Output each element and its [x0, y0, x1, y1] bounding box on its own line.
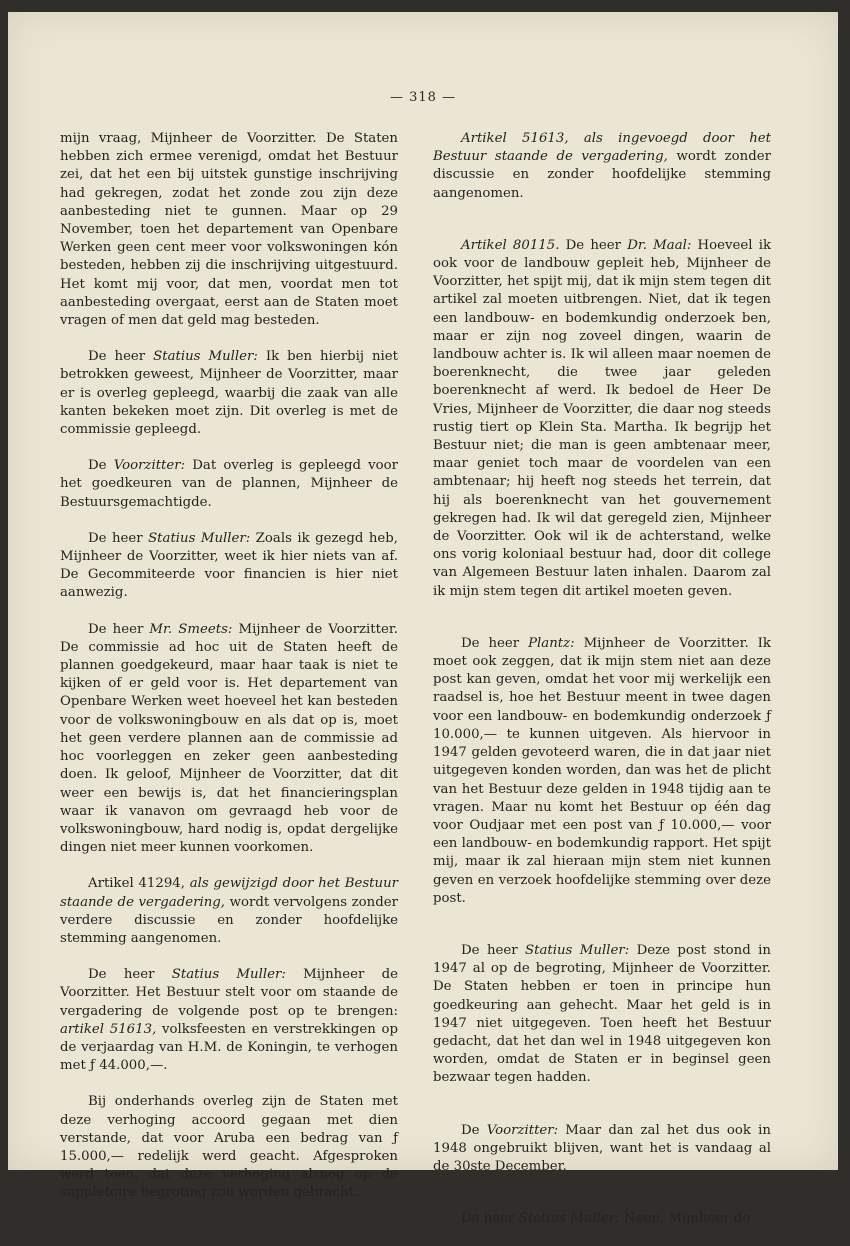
- text-run: Mijnheer de Voorzitter. Ik moet ook zeggen, dat ik mijn stem niet aan deze post kan geven, omdat het voor mij werkelijk een raadsel is, hoe het Bestuur meent in twee dagen voor een landbouw- en bodemkundig onderzoek ƒ 10.000,— te kunnen uitgeven. Als hiervoor in 1947 gelden gevoteerd waren, die in dat jaar niet uitgegeven konden worden, dan was het de plicht van het Bestuur deze gelden in 1948 tijdig aan te vragen. Maar nu komt het Bestuur op één dag voor Oudjaar met een post van ƒ 10.000,— voor een landbouw- en bodemkundig rapport. Het spijt mij, maar ik zal hieraan mijn stem niet kunnen geven en verzoek hoofdelijke stemming over deze post.: [433, 635, 771, 906]
- text-run: De: [461, 1122, 487, 1138]
- text-run: Zoals ik gezegd heb, Mijnheer de Voorzitter, weet ik hier niets van af. De Gecommiteerde voor financien is hier niet aanwezig.: [60, 530, 398, 601]
- text-run: wordt zonder discussie en zonder hoofdelijke stemming aangenomen.: [433, 149, 771, 201]
- italic-run: Statius Muller:: [148, 530, 251, 546]
- paragraph: [60, 130, 398, 330]
- paragraph: [60, 530, 398, 603]
- italic-run: Statius Muller:: [171, 967, 286, 983]
- paragraph: [60, 457, 398, 512]
- paragraph: [60, 1093, 398, 1202]
- page-number: — 318 —: [389, 90, 457, 105]
- right-column: [433, 130, 771, 1246]
- text-run: Dat overleg is gepleegd voor het goedkeuren van de plannen, Mijnheer de Bestuursgemachtigde.: [60, 458, 398, 510]
- text-run: De heer: [461, 1211, 519, 1227]
- text-run: volksfeesten en verstrekkingen op de verjaardag van H.M. de Koningin, te verhogen met ƒ 44.000,—.: [60, 1021, 398, 1074]
- paragraph: [433, 237, 771, 601]
- text-run: Mijnheer de Voorzitter. Het Bestuur stelt voor om staande de vergadering de volgende post op te brengen:: [60, 967, 398, 1019]
- document-page: [8, 12, 838, 1227]
- italic-run: Voorzitter:: [113, 458, 186, 474]
- paragraph: [433, 1122, 771, 1177]
- italic-run: Statius Muller:: [518, 1211, 620, 1227]
- italic-run: Plantz:: [528, 635, 575, 651]
- italic-run: Statius Muller:: [525, 942, 630, 958]
- left-column: [60, 130, 398, 1221]
- italic-run: Artikel 51613, als ingevoegd door het Bestuur staande de vergadering,: [433, 131, 771, 165]
- text-run: De heer: [88, 349, 154, 365]
- text-run: Bij onderhands overleg zijn de Staten met deze verhoging accoord gegaan met dien verstande, dat voor Aruba een bedrag van ƒ 15.000,— redelijk werd geacht. Afgesproken werd toen, dat deze verhoging alsnog op de suppletoire begroting zou worden gebracht.: [60, 1094, 398, 1201]
- text-run: Artikel 41294,: [88, 876, 190, 892]
- text-run: Neen, Mijnheer de: [619, 1211, 751, 1227]
- text-run: Maar dan zal het dus ook in 1948 ongebruikt blijven, want het is vandaag al de 30ste December.: [433, 1122, 771, 1174]
- italic-run: Dr. Maal:: [627, 237, 692, 253]
- italic-run: als gewijzigd door het Bestuur staande de vergadering,: [60, 876, 398, 910]
- italic-run: Mr. Smeets:: [149, 621, 233, 637]
- italic-run: Statius Muller:: [153, 349, 258, 365]
- paragraph: [433, 942, 771, 1088]
- paragraph: [433, 635, 771, 908]
- text-run: wordt vervolgens zonder verdere discussie en zonder hoofdelijke stemming aangenomen.: [60, 894, 398, 946]
- text-run: mijn vraag, Mijnheer de Voorzitter. De Staten hebben zich ermee verenigd, omdat het Bestuur zei, dat het een bij uitstek gunstige inschrijving had gekregen, zodat het zonde zou zijn deze aanbesteding niet te gunnen. Maar op 29 November, toen het departement van Openbare Werken geen cent meer voor volkswoningen kón besteden, hebben zij die inschrijving uitgestuurd. Het komt mij voor, dat men, voordat men tot aanbesteding overgaat, eerst aan de Staten moet vragen of men dat geld mag besteden.: [60, 131, 398, 329]
- paragraph: [60, 875, 398, 948]
- paragraph: [433, 1210, 771, 1228]
- text-run: De heer: [88, 967, 172, 983]
- text-run: De heer: [461, 942, 526, 958]
- italic-run: Voorzitter:: [486, 1122, 559, 1138]
- text-run: Ik ben hierbij niet betrokken geweest, Mijnheer de Voorzitter, maar er is overleg gepleegd, waarbij die zaak van alle kanten bekeken moet zijn. Dit overleg is met de commissie gepleegd.: [60, 349, 398, 438]
- italic-run: artikel 51613,: [60, 1021, 157, 1037]
- text-run: De heer: [461, 635, 529, 651]
- paragraph: [60, 348, 398, 439]
- text-run: De heer: [88, 621, 150, 637]
- italic-run: Artikel 80115.: [461, 237, 560, 253]
- text-run: De heer: [88, 530, 149, 546]
- paragraph: [60, 621, 398, 858]
- text-run: Mijnheer de Voorzitter. De commissie ad hoc uit de Staten heeft de plannen goedgekeurd, maar haar taak is niet te kijken of er geld voor is. Het departement van Openbare Werken weet hoeveel het kan besteden voor de volkswoningbouw en als dat op is, moet het geen verdere plannen aan de commissie ad hoc voorleggen en zeker geen aanbesteding doen. Ik geloof, Mijnheer de Voorzitter, dat dit weer een bewijs is, dat het financieringsplan waar ik vanavon om gevraagd heb voor de volkswoningbouw, hard nodig is, opdat dergelijke dingen niet meer kunnen voorkomen.: [60, 621, 398, 856]
- text-run: De: [88, 458, 114, 474]
- paragraph: [433, 130, 771, 203]
- text-run: De heer: [559, 237, 628, 253]
- text-run: Hoeveel ik ook voor de landbouw gepleit heb, Mijnheer de Voorzitter, het spijt mij, dat ik mijn stem tegen dit artikel zal moeten uitbrengen. Niet, dat ik tegen een landbouw- en bodemkundig onderzoek ben, maar er zijn nog zoveel dingen, waarin de landbouw achter is. Ik wil alleen maar noemen de boerenknecht, die twee jaar geleden boerenknecht af werd. Ik bedoel de Heer De Vries, Mijnheer de Voorzitter, die daar nog steeds rustig tiert op Klein Sta. Martha. Ik begrijp het Bestuur niet; die man is geen ambtenaar meer, maar geniet toch maar de voordelen van een ambtenaar; hij heeft nog steeds het terrein, dat hij als boerenknecht van het gouvernement gekregen had. Ik wil dat geregeld zien, Mijnheer de Voorzitter. Ook wil ik de achterstand, welke ons vorig koloniaal bestuur had, door dit college van Algemeen Bestuur laten inhalen. Daarom zal ik mijn stem tegen dit artikel moeten geven.: [433, 237, 771, 599]
- paragraph: [60, 966, 398, 1075]
- text-run: Deze post stond in 1947 al op de begroting, Mijnheer de Voorzitter. De Staten hebben er toen in principe hun goedkeuring aan gehecht. Maar het geld is in 1947 niet uitgegeven. Toen heeft het Bestuur gedacht, dat het dan wel in 1948 uitgegeven kon worden, omdat de Staten er in beginsel geen bezwaar tegen hadden.: [433, 942, 771, 1086]
